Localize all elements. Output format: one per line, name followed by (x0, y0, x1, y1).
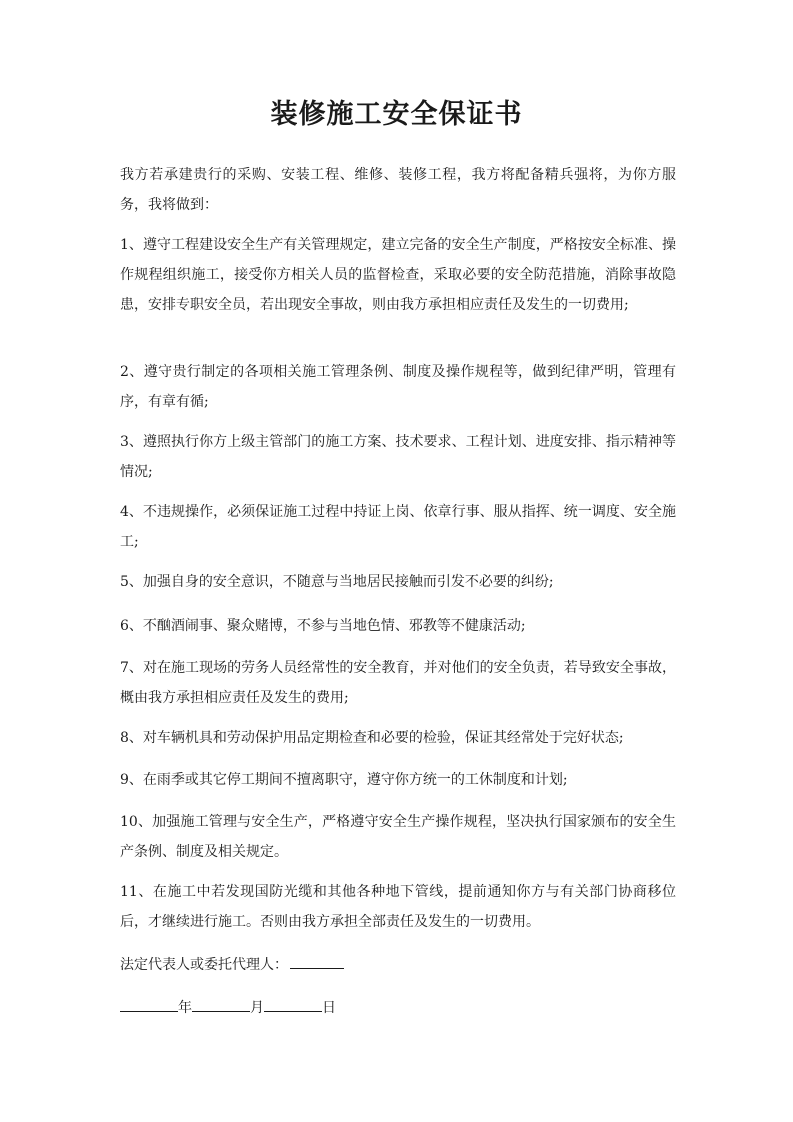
year-label: 年 (178, 1000, 192, 1016)
clause-3: 3、遵照执行你方上级主管部门的施工方案、技术要求、工程计划、进度安排、指示精神等情况; (120, 434, 676, 480)
date-line (120, 993, 336, 1023)
signature-line (120, 950, 344, 980)
clause-6: 6、不酗酒闹事、聚众赌博，不参与当地色情、邪教等不健康活动; (120, 618, 526, 634)
clause-1: 1、遵守工程建设安全生产有关管理规定，建立完备的安全生产制度，严格按安全标准、操作规程组织施工，接受你方相关人员的监督检查，采取必要的安全防范措施，消除事故隐患，安排专职安全员，若出现安全事故，则由我方承担相应责任及发生的一切费用; (120, 237, 676, 313)
signature-label: 法定代表人或委托代理人： (120, 957, 288, 973)
clause-2: 2、遵守贵行制定的各项相关施工管理条例、制度及操作规程等，做到纪律严明，管理有序，有章有循; (120, 364, 676, 410)
day-label: 日 (322, 1000, 336, 1016)
clause-7: 7、对在施工现场的劳务人员经常性的安全教育，并对他们的安全负责，若导致安全事故，概由我方承担相应责任及发生的费用; (120, 660, 676, 706)
clause-10: 10、加强施工管理与安全生产，严格遵守安全生产操作规程，坚决执行国家颁布的安全生产条例、制度及相关规定。 (120, 814, 676, 860)
clause-11: 11、在施工中若发现国防光缆和其他各种地下管线，提前通知你方与有关部门协商移位后，才继续进行施工。否则由我方承担全部责任及发生的一切费用。 (120, 884, 676, 930)
clause-8: 8、对车辆机具和劳动保护用品定期检查和必要的检验，保证其经常处于完好状态; (120, 730, 624, 746)
clause-4: 4、不违规操作，必须保证施工过程中持证上岗、依章行事、服从指挥、统一调度、安全施工; (120, 504, 676, 550)
month-label: 月 (250, 1000, 264, 1016)
clause-5: 5、加强自身的安全意识，不随意与当地居民接触而引发不必要的纠纷; (120, 574, 554, 590)
month-blank (192, 993, 250, 1012)
signature-blank (290, 950, 344, 969)
document-title: 装修施工安全保证书 (270, 99, 523, 130)
day-blank (264, 993, 322, 1012)
intro-paragraph: 我方若承建贵行的采购、安装工程、维修、装修工程，我方将配备精兵强将，为你方服务，我将做到： (120, 167, 676, 213)
year-blank (120, 993, 178, 1012)
clause-9: 9、在雨季或其它停工期间不擅离职守，遵守你方统一的工休制度和计划; (120, 772, 568, 788)
